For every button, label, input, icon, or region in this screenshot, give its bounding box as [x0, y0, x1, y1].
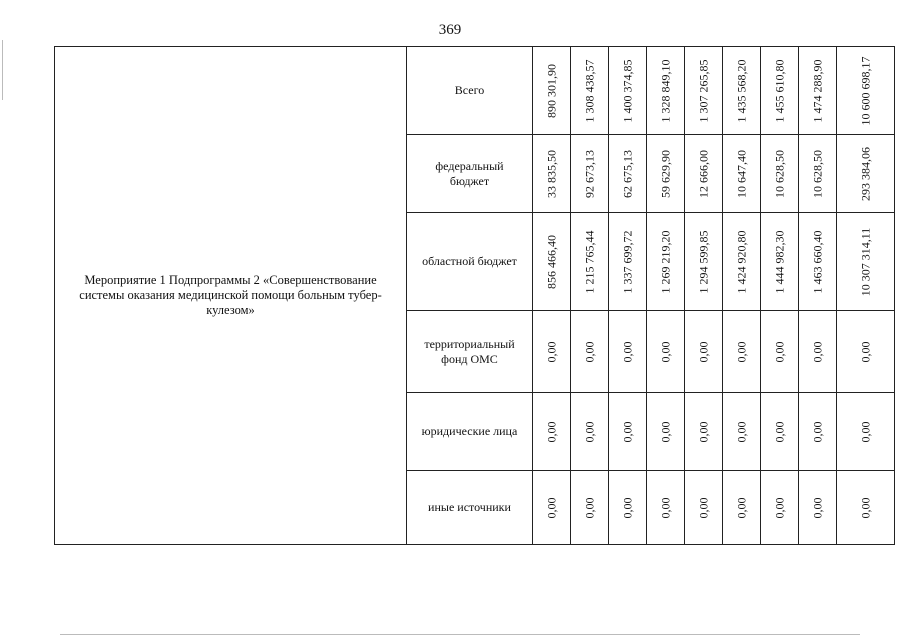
amount-value: 0,00	[696, 497, 710, 518]
budget-table	[54, 46, 895, 545]
amount-value: 0,00	[620, 341, 634, 362]
amount-value: 0,00	[582, 421, 596, 442]
amount-value: 0,00	[858, 421, 872, 442]
amount-value: 0,00	[620, 421, 634, 442]
amount-value: 0,00	[696, 341, 710, 362]
year-value-cell	[761, 47, 799, 135]
year-value-cell	[609, 393, 647, 471]
year-value-cell	[609, 135, 647, 213]
amount-value: 1 328 849,10	[658, 59, 672, 122]
funding-source-label: областной бюджет	[422, 254, 517, 268]
amount-value: 1 463 660,40	[810, 230, 824, 293]
amount-value: 0,00	[810, 341, 824, 362]
funding-source-cell	[407, 471, 533, 545]
funding-source-label-cont: фонд ОМС	[441, 351, 498, 366]
year-value-cell	[761, 135, 799, 213]
year-value-cell	[571, 135, 609, 213]
year-value-cell	[609, 311, 647, 393]
year-value-cell	[799, 213, 837, 311]
year-value-cell	[723, 471, 761, 545]
amount-value: 0,00	[810, 497, 824, 518]
year-value-cell	[533, 135, 571, 213]
year-value-cell	[533, 471, 571, 545]
funding-source-cell	[407, 393, 533, 471]
year-value-cell	[761, 471, 799, 545]
year-value-cell	[647, 471, 685, 545]
year-value-cell	[761, 393, 799, 471]
amount-value: 0,00	[544, 497, 558, 518]
year-value-cell	[723, 135, 761, 213]
year-value-cell	[647, 311, 685, 393]
year-value-cell	[647, 47, 685, 135]
amount-value: 12 666,00	[696, 149, 710, 198]
amount-value: 1 455 610,80	[772, 59, 786, 122]
event-title-cell: Мероприятие 1 Подпрограммы 2 «Совершенствование системы оказания медицинской помощи больным тубер-кулезом»	[55, 47, 407, 545]
amount-value: 1 215 765,44	[582, 230, 596, 293]
amount-value: 10 628,50	[772, 149, 786, 198]
year-value-cell	[723, 311, 761, 393]
funding-source-cell	[407, 213, 533, 311]
amount-value: 1 435 568,20	[734, 59, 748, 122]
amount-value: 0,00	[772, 421, 786, 442]
funding-source-label: юридические лица	[421, 424, 518, 438]
year-value-cell	[533, 47, 571, 135]
year-value-cell	[685, 471, 723, 545]
year-value-cell	[685, 393, 723, 471]
funding-source-label-cont: бюджет	[449, 173, 490, 188]
amount-value: 0,00	[544, 421, 558, 442]
year-value-cell	[799, 471, 837, 545]
amount-value: 1 337 699,72	[620, 230, 634, 293]
scan-artifact-bottom	[60, 634, 860, 635]
year-value-cell	[647, 135, 685, 213]
amount-value: 0,00	[582, 497, 596, 518]
year-value-cell	[799, 47, 837, 135]
amount-value: 0,00	[734, 421, 748, 442]
total-value-cell	[837, 311, 895, 393]
year-value-cell	[647, 213, 685, 311]
total-value-cell	[837, 213, 895, 311]
amount-value: 1 444 982,30	[772, 230, 786, 293]
year-value-cell	[609, 471, 647, 545]
year-value-cell	[723, 393, 761, 471]
amount-value: 10 307 314,11	[858, 227, 872, 296]
year-value-cell	[799, 135, 837, 213]
funding-source-label: территориальный	[424, 336, 515, 351]
amount-value: 0,00	[772, 497, 786, 518]
funding-source-cell	[407, 135, 533, 213]
year-value-cell	[685, 135, 723, 213]
table-row	[55, 47, 895, 135]
amount-value: 0,00	[582, 341, 596, 362]
amount-value: 0,00	[810, 421, 824, 442]
amount-value: 1 294 599,85	[696, 230, 710, 293]
amount-value: 1 400 374,85	[620, 59, 634, 122]
amount-value: 1 307 265,85	[696, 59, 710, 122]
year-value-cell	[533, 213, 571, 311]
amount-value: 33 835,50	[544, 149, 558, 198]
amount-value: 0,00	[658, 341, 672, 362]
amount-value: 10 600 698,17	[858, 56, 872, 125]
funding-source-cell	[407, 311, 533, 393]
funding-source-label: федеральный	[435, 158, 504, 173]
amount-value: 0,00	[544, 341, 558, 362]
year-value-cell	[799, 393, 837, 471]
year-value-cell	[609, 213, 647, 311]
amount-value: 10 628,50	[810, 149, 824, 198]
total-value-cell	[837, 393, 895, 471]
scan-artifact-left	[2, 40, 3, 100]
amount-value: 890 301,90	[544, 63, 558, 118]
amount-value: 1 308 438,57	[582, 59, 596, 122]
amount-value: 0,00	[620, 497, 634, 518]
amount-value: 293 384,06	[858, 146, 872, 201]
year-value-cell	[685, 47, 723, 135]
year-value-cell	[761, 213, 799, 311]
year-value-cell	[723, 213, 761, 311]
amount-value: 1 424 920,80	[734, 230, 748, 293]
year-value-cell	[533, 311, 571, 393]
amount-value: 0,00	[658, 421, 672, 442]
funding-source-label: Всего	[454, 83, 485, 97]
year-value-cell	[571, 471, 609, 545]
year-value-cell	[685, 213, 723, 311]
funding-source-label: иные источники	[428, 500, 511, 514]
year-value-cell	[571, 311, 609, 393]
amount-value: 92 673,13	[582, 149, 596, 198]
year-value-cell	[647, 393, 685, 471]
year-value-cell	[609, 47, 647, 135]
page-number: 369	[438, 22, 462, 38]
amount-value: 856 466,40	[544, 234, 558, 289]
year-value-cell	[799, 311, 837, 393]
amount-value: 0,00	[734, 341, 748, 362]
amount-value: 0,00	[858, 341, 872, 362]
year-value-cell	[533, 393, 571, 471]
amount-value: 0,00	[658, 497, 672, 518]
amount-value: 1 269 219,20	[658, 230, 672, 293]
total-value-cell	[837, 47, 895, 135]
total-value-cell	[837, 135, 895, 213]
year-value-cell	[685, 311, 723, 393]
year-value-cell	[571, 393, 609, 471]
amount-value: 59 629,90	[658, 149, 672, 198]
year-value-cell	[571, 213, 609, 311]
amount-value: 0,00	[772, 341, 786, 362]
amount-value: 10 647,40	[734, 149, 748, 198]
amount-value: 0,00	[858, 497, 872, 518]
year-value-cell	[761, 311, 799, 393]
year-value-cell	[723, 47, 761, 135]
year-value-cell	[571, 47, 609, 135]
total-value-cell	[837, 471, 895, 545]
amount-value: 62 675,13	[620, 149, 634, 198]
funding-source-cell	[407, 47, 533, 135]
amount-value: 0,00	[696, 421, 710, 442]
amount-value: 1 474 288,90	[810, 59, 824, 122]
amount-value: 0,00	[734, 497, 748, 518]
